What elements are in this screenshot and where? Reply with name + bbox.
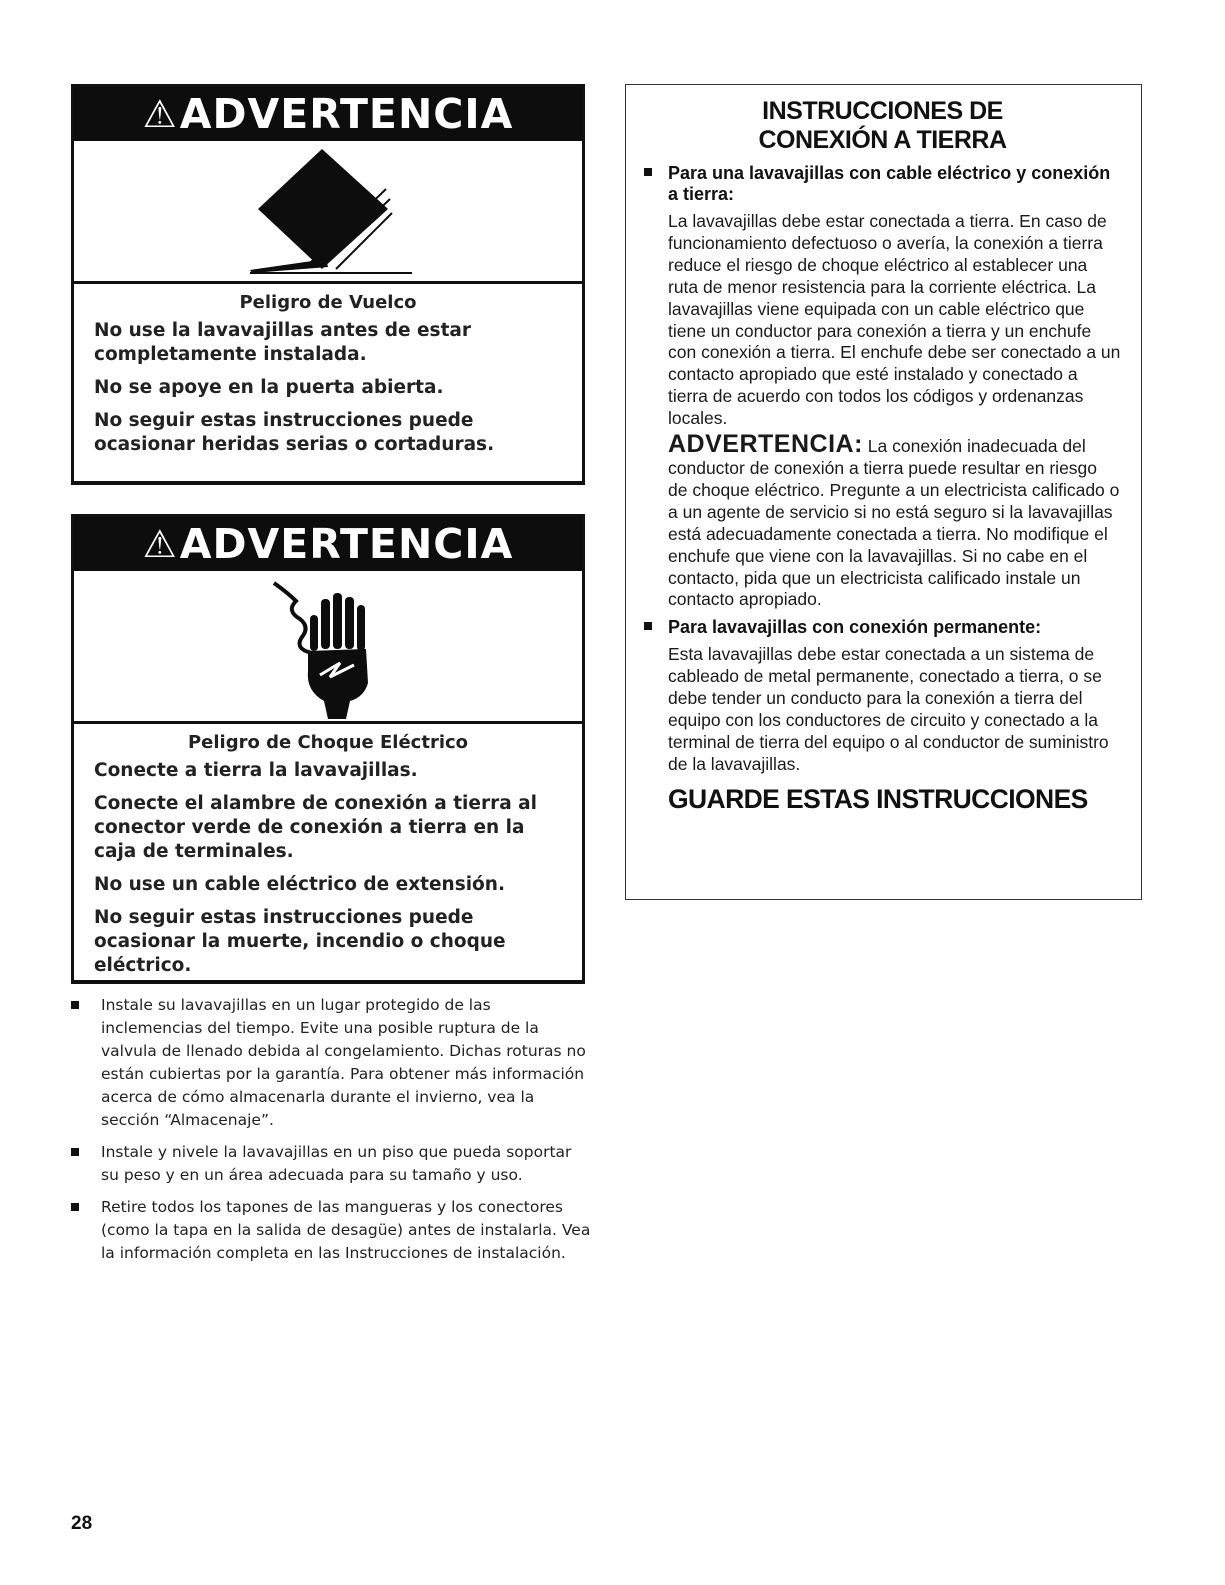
hazard-subtitle: Peligro de Vuelco <box>239 292 417 313</box>
warning-triangle-icon: ⚠ <box>142 522 178 566</box>
installation-notes-list <box>71 994 591 1274</box>
grounding-warning <box>668 430 1121 611</box>
warning-line: No seguir estas instrucciones puede ocasionar la muerte, incendio o choque eléctrico. <box>94 907 506 976</box>
grounding-instructions-box <box>625 84 1142 900</box>
tip-over-hazard-icon <box>74 141 582 284</box>
grounding-title-line: INSTRUCCIONES DE <box>762 97 1003 125</box>
warning-header <box>74 87 582 141</box>
warning-header-text: ADVERTENCIA <box>179 90 514 138</box>
bullet-square-icon <box>71 1148 79 1156</box>
warning-header <box>74 517 582 571</box>
list-item-text: Instale y nivele la lavavajillas en un piso que pueda soportar su peso y en un área adecuada para su tamaño y uso. <box>101 1143 572 1184</box>
list-item <box>71 994 591 1132</box>
bullet-square-icon <box>644 622 652 630</box>
list-item-text: Retire todos los tapones de las mangueras y los conectores (como la tapa en la salida de desagüe) antes de instalarla. Vea la información completa en las Instrucciones de instalación. <box>101 1198 591 1262</box>
section-text: Esta lavavajillas debe estar conectada a un sistema de cableado de metal permanente, conectado a tierra, o se debe tender un conducto para la conexión a tierra del equipo con los conductores de circuito y conectado a la terminal de tierra del equipo o al conductor de suministro de la lavavajillas. <box>668 644 1109 774</box>
warning-line: No use la lavavajillas antes de estar completamente instalada. <box>94 320 472 365</box>
electrical-shock-warning-box <box>71 514 585 984</box>
permanent-connection-section <box>644 617 1121 775</box>
warning-text: La conexión inadecuada del conductor de conexión a tierra puede resultar en riesgo de choque eléctrico. Pregunte a un electricista calificado o a un agente de servicio si no está seguro si la lavavajillas está adecuadamente conectada a tierra. No modifique el enchufe que viene con la lavavajillas. Si no cabe en el contacto, pida que un electricista calificado instale un contacto apropiado. <box>668 436 1120 610</box>
warning-label: ADVERTENCIA: <box>668 430 863 459</box>
cord-connected-section <box>644 163 1121 611</box>
warning-line: Conecte a tierra la lavavajillas. <box>94 760 418 781</box>
warning-line: No use un cable eléctrico de extensión. <box>94 874 505 895</box>
warning-line: No se apoye en la puerta abierta. <box>94 377 444 398</box>
page-number: 28 <box>71 1513 93 1534</box>
list-item <box>71 1196 591 1265</box>
bullet-square-icon <box>71 1203 79 1211</box>
grounding-title-line: CONEXIÓN A TIERRA <box>758 126 1007 154</box>
list-item-text: Instale su lavavajillas en un lugar protegido de las inclemencias del tiempo. Evite una posible ruptura de la valvula de llenado debida al congelamiento. Dichas roturas no están cubiertas por la garantía. Para obtener más información acerca de cómo almacenarla durante el invierno, vea la sección “Almacenaje”. <box>101 996 586 1129</box>
section-text: La lavavajillas debe estar conectada a tierra. En caso de funcionamiento defectuoso o avería, la conexión a tierra reduce el riesgo de choque eléctrico al establecer una ruta de menor resistencia para la corriente eléctrica. La lavavajillas viene equipada con un cable eléctrico que tiene un conductor para conexión a tierra y un enchufe con conexión a tierra. El enchufe debe ser conectado a un contacto apropiado que esté instalado y conectado a tierra de acuerdo con todos los códigos y ordenanzas locales. <box>668 211 1121 429</box>
warning-triangle-icon: ⚠ <box>142 92 178 136</box>
hazard-subtitle: Peligro de Choque Eléctrico <box>187 732 469 753</box>
grounding-title <box>644 97 1121 155</box>
save-instructions-heading: GUARDE ESTAS INSTRUCCIONES <box>668 783 1088 814</box>
warning-header-text: ADVERTENCIA <box>179 520 514 568</box>
electrical-shock-hazard-icon <box>74 571 582 724</box>
warning-line: No seguir estas instrucciones puede ocasionar heridas serias o cortaduras. <box>94 410 495 455</box>
list-item <box>71 1141 591 1187</box>
bullet-square-icon <box>71 1001 79 1009</box>
tip-over-warning-box <box>71 84 585 485</box>
section-heading: Para lavavajillas con conexión permanente: <box>668 617 1042 638</box>
warning-line: Conecte el alambre de conexión a tierra al conector verde de conexión a tierra en la caja de terminales. <box>94 793 537 862</box>
section-heading: Para una lavavajillas con cable eléctrico y conexión a tierra: <box>668 163 1111 204</box>
bullet-square-icon <box>644 168 652 176</box>
